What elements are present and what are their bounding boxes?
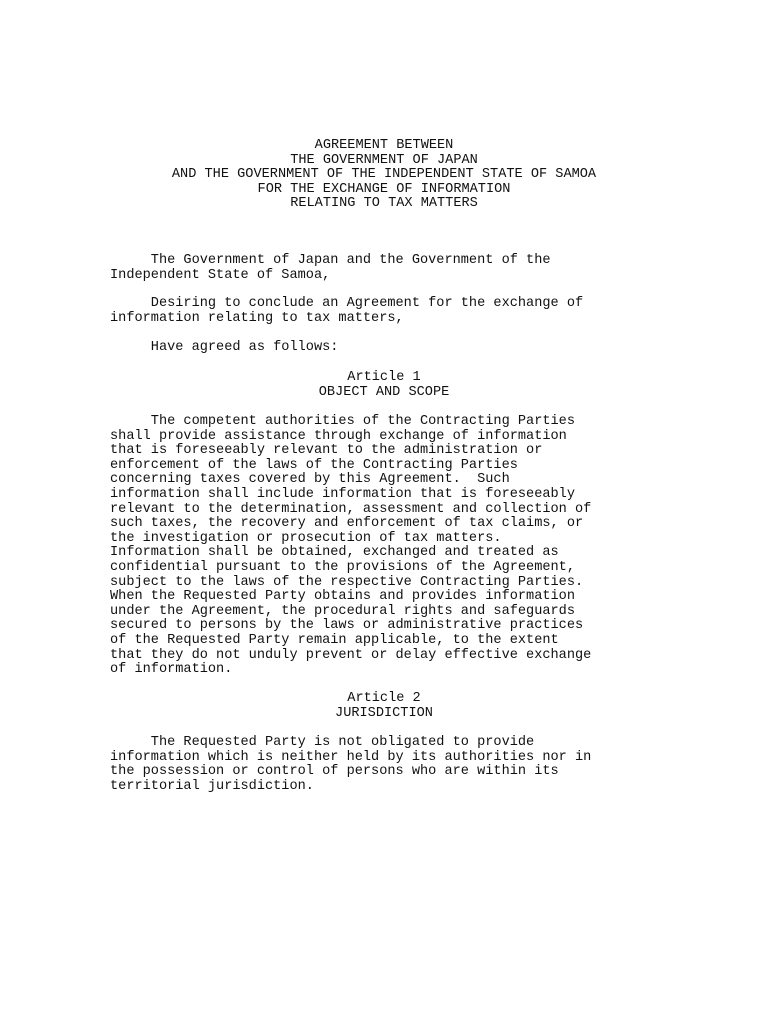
title-line: RELATING TO TAX MATTERS <box>290 196 478 212</box>
article-2-heading: JURISDICTION <box>335 706 433 721</box>
title-line: FOR THE EXCHANGE OF INFORMATION <box>257 181 511 197</box>
title-line: AGREEMENT BETWEEN <box>314 138 454 153</box>
article-2-number: Article 2 <box>347 691 421 706</box>
agreement-title <box>110 139 658 212</box>
preamble-desiring: Desiring to conclude an Agreement for the exchange of information relating to tax matters, <box>110 296 584 326</box>
article-1-heading: OBJECT AND SCOPE <box>318 385 450 400</box>
preamble-agreed: Have agreed as follows: <box>110 340 339 355</box>
article-1-body: The competent authorities of the Contracting Parties shall provide assistance through exchange of information that is foreseeably relevant to the administration or enforcement of the laws of the Contracting Parties concerning taxes covered by this Agreement. Such information shall include information that is foreseeably relevant to the determination, assessment and collection of such taxes, the recovery and enforcement of tax claims, or the investigation or prosecution of tax matters. Information shall be obtained, exchanged and treated as confidential pursuant to the provisions of the Agreement, subject to the laws of the respective Contracting Parties. When the Requested Party obtains and provides information under the Agreement, the procedural rights and safeguards secured to persons by the laws or administrative practices of the Requested Party remain applicable, to the extent that they do not unduly prevent or delay effective exchange of information. <box>110 414 592 678</box>
preamble-parties: The Government of Japan and the Government of the Independent State of Samoa, <box>110 253 551 283</box>
article-2-body: The Requested Party is not obligated to provide information which is neither held by its authorities nor in the possession or control of persons who are within its territorial jurisdiction. <box>110 735 592 794</box>
title-line: AND THE GOVERNMENT OF THE INDEPENDENT STATE OF SAMOA <box>171 167 597 183</box>
article-1-number: Article 1 <box>347 370 421 385</box>
title-line: THE GOVERNMENT OF JAPAN <box>290 152 478 168</box>
